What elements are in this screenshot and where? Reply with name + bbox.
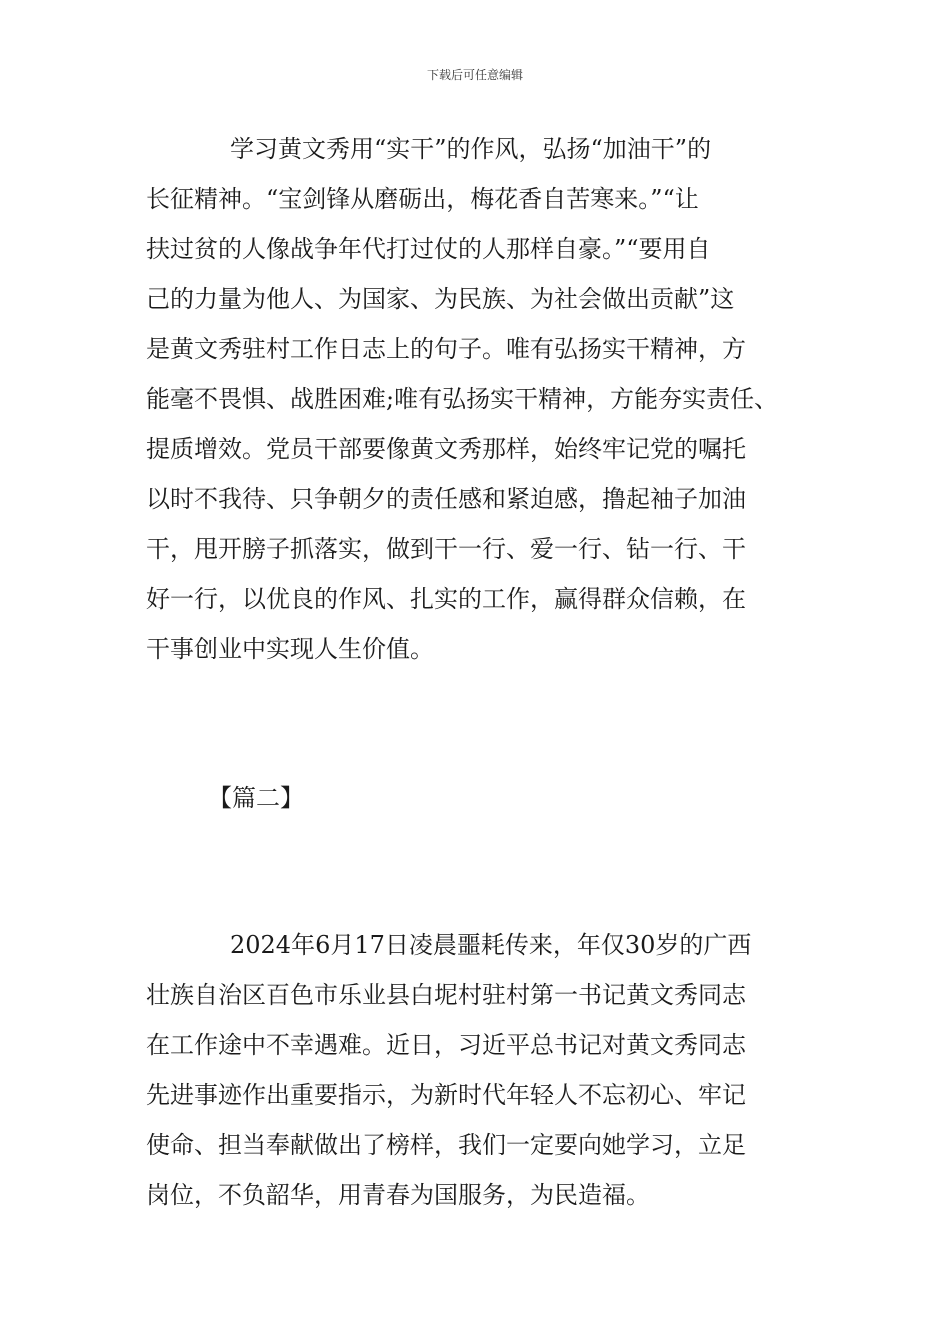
paragraph-line: 以时不我待、只争朝夕的责任感和紧迫感，撸起袖子加油 xyxy=(146,485,746,513)
paragraph-line: 使命、担当奉献做出了榜样，我们一定要向她学习，立足 xyxy=(146,1131,746,1159)
paragraph-line: 长征精神。“宝剑锋从磨砺出，梅花香自苦寒来。”“让 xyxy=(146,185,699,213)
paragraph-line: 好一行，以优良的作风、扎实的工作，赢得群众信赖，在 xyxy=(146,585,746,613)
paragraph-line: 扶过贫的人像战争年代打过仗的人那样自豪。”“要用自 xyxy=(146,235,711,263)
paragraph-line: 2024年6月17日凌晨噩耗传来，年仅30岁的广西 xyxy=(230,931,752,959)
paragraph-line: 是黄文秀驻村工作日志上的句子。唯有弘扬实干精神，方 xyxy=(146,335,746,363)
paragraph-line: 在工作途中不幸遇难。近日，习近平总书记对黄文秀同志 xyxy=(146,1031,746,1059)
paragraph-line: 干事创业中实现人生价值。 xyxy=(146,635,434,663)
paragraph-line: 己的力量为他人、为国家、为民族、为社会做出贡献”这 xyxy=(146,285,735,313)
paragraph-line: 干，甩开膀子抓落实，做到干一行、爱一行、钻一行、干 xyxy=(146,535,746,563)
paragraph-line: 壮族自治区百色市乐业县白坭村驻村第一书记黄文秀同志 xyxy=(146,981,746,1009)
paragraph-2 xyxy=(146,920,826,1220)
paragraph-line: 能毫不畏惧、战胜困难;唯有弘扬实干精神，方能夯实责任、 xyxy=(146,385,779,413)
paragraph-line: 学习黄文秀用“实干”的作风，弘扬“加油干”的 xyxy=(230,135,712,163)
paragraph-line: 先进事迹作出重要指示，为新时代年轻人不忘初心、牢记 xyxy=(146,1081,746,1109)
paragraph-1 xyxy=(146,124,826,674)
paragraph-line: 岗位，不负韶华，用青春为国服务，为民造福。 xyxy=(146,1181,650,1209)
header-note: 下载后可任意编辑 xyxy=(426,68,523,82)
paragraph-line: 提质增效。党员干部要像黄文秀那样，始终牢记党的嘱托 xyxy=(146,435,746,463)
section-heading: 【篇二】 xyxy=(208,784,304,812)
